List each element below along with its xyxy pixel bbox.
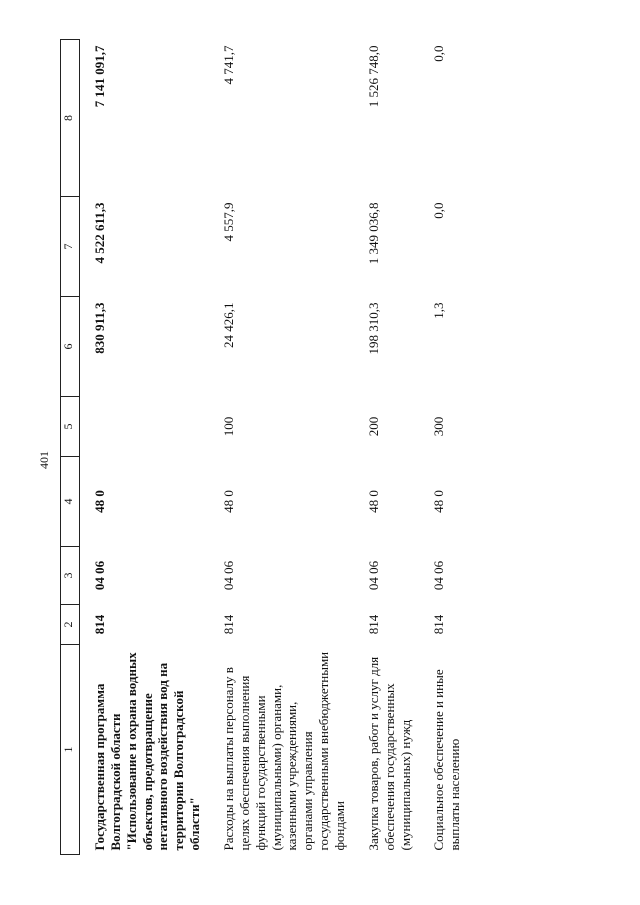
row-name: Социальное обеспечение и иные выплаты населению xyxy=(431,669,463,851)
row-value-col6: 24 426,1 xyxy=(221,302,237,348)
row-value-col8: 0,0 xyxy=(431,45,447,62)
row-section-code: 04 06 xyxy=(431,560,447,591)
row-target-code: 48 0 xyxy=(92,490,107,513)
page-number: 401 xyxy=(37,451,51,469)
row-target-code: 48 0 xyxy=(221,490,237,513)
row-ministry-code: 814 xyxy=(365,614,381,635)
header-col-3: 3 xyxy=(61,547,80,605)
row-value-col6: 1,3 xyxy=(431,302,447,319)
row-value-col7: 4 557,9 xyxy=(221,202,237,242)
row-ministry-code: 814 xyxy=(92,614,107,635)
header-col-4: 4 xyxy=(61,457,80,547)
table-row xyxy=(209,40,354,855)
table-row xyxy=(80,40,210,855)
row-ministry-code: 814 xyxy=(431,614,447,635)
row-expense-type: 100 xyxy=(221,416,237,437)
row-target-code: 48 0 xyxy=(431,490,447,513)
row-value-col8: 4 741,7 xyxy=(221,45,237,85)
table-row xyxy=(419,40,469,855)
table-row xyxy=(354,40,420,855)
row-name: Закупка товаров, работ и услуг для обеспечения государственных (муниципальных) нужд xyxy=(365,656,413,851)
budget-table xyxy=(60,39,469,855)
row-expense-type: 300 xyxy=(431,416,447,437)
row-ministry-code: 814 xyxy=(221,614,237,635)
row-name: Расходы на выплаты персоналу в целях обеспечения выполнения функций государственными (муниципальными) органами, казенными учреждениями, органами управления государственными внебюджетными фондами xyxy=(221,651,348,851)
row-target-code: 48 0 xyxy=(365,490,381,513)
row-expense-type: 200 xyxy=(365,416,381,437)
header-col-5: 5 xyxy=(61,397,80,457)
header-col-6: 6 xyxy=(61,297,80,397)
row-section-code: 04 06 xyxy=(365,560,381,591)
row-value-col8: 1 526 748,0 xyxy=(365,45,381,108)
row-value-col8: 7 141 091,7 xyxy=(92,45,107,108)
header-col-7: 7 xyxy=(61,197,80,297)
row-value-col6: 198 310,3 xyxy=(365,302,381,355)
row-value-col7: 0,0 xyxy=(431,202,447,219)
row-name: Государственная программа Волгоградской области "Использование и охрана водных объектов, предотвращение негативного воздействия вод на территории Волгоградской области" xyxy=(92,652,203,851)
header-col-8: 8 xyxy=(61,40,80,197)
header-col-2: 2 xyxy=(61,605,80,645)
row-value-col7: 1 349 036,8 xyxy=(365,202,381,265)
row-section-code: 04 06 xyxy=(221,560,237,591)
row-section-code: 04 06 xyxy=(92,560,107,591)
table-header-row xyxy=(61,40,80,855)
row-value-col7: 4 522 611,3 xyxy=(92,202,107,264)
header-col-1: 1 xyxy=(61,645,80,855)
rotated-table-container xyxy=(60,40,580,855)
row-expense-type xyxy=(80,397,210,457)
row-value-col6: 830 911,3 xyxy=(92,302,107,354)
